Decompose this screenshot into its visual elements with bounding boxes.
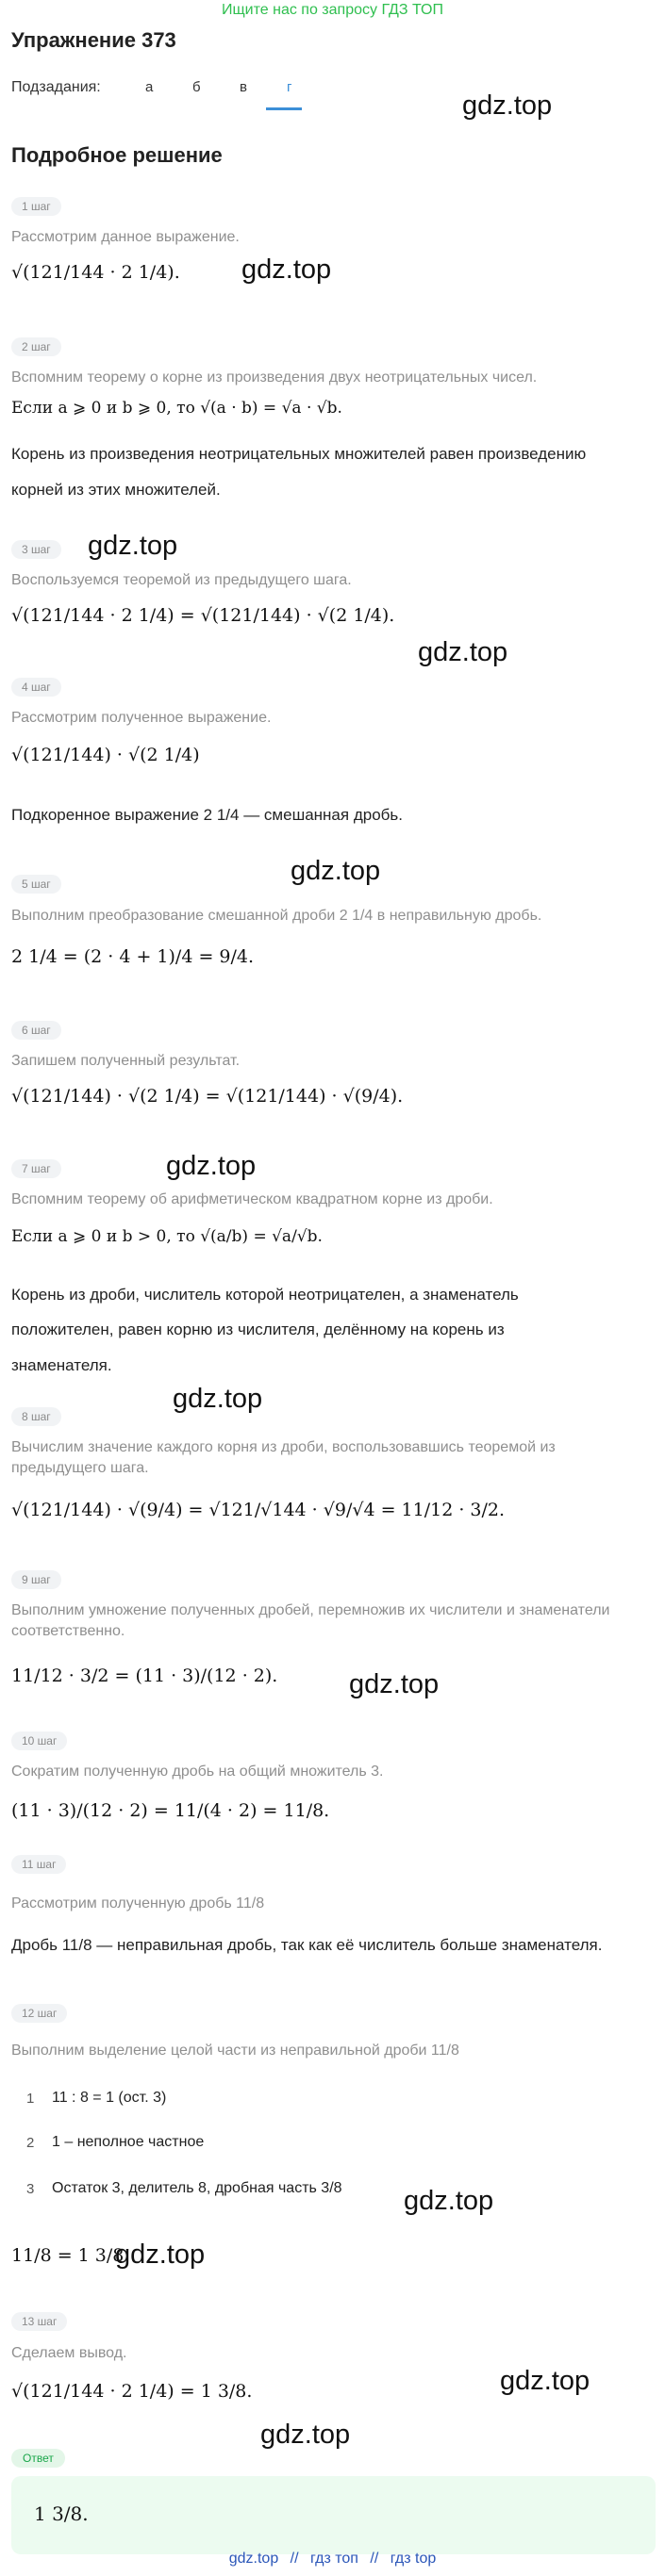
step-badge: 2 шаг: [11, 337, 61, 356]
step-description: Рассмотрим полученную дробь 11/8: [11, 1895, 265, 1911]
step-description: Вычислим значение каждого корня из дроби, воспользовавшись теоремой из: [11, 1439, 556, 1455]
tab-b[interactable]: б: [192, 79, 201, 95]
tab-a[interactable]: а: [145, 79, 154, 95]
step-text: положителен, равен корню из числителя, делённому на корень из: [11, 1321, 505, 1338]
step-description: Выполним умножение полученных дробей, перемножив их числители и знаменатели: [11, 1602, 610, 1618]
list-item: 11 : 8 = 1 (ост. 3): [52, 2090, 167, 2106]
step-badge: 4 шаг: [11, 678, 61, 697]
step-description: Сделаем вывод.: [11, 2345, 127, 2361]
step-badge: 11 шаг: [11, 1855, 66, 1874]
step-formula: √(121/144) · √(2 1/4) = √(121/144) · √(9/4).: [11, 1086, 404, 1107]
answer-value: 1 3/8.: [34, 2502, 89, 2525]
step-formula: √(121/144 · 2 1/4) = 1 3/8.: [11, 2381, 253, 2402]
step-description: Вспомним теорему об арифметическом квадратном корне из дроби.: [11, 1191, 493, 1207]
step-description: Воспользуемся теоремой из предыдущего шага.: [11, 572, 352, 588]
step-formula: 2 1/4 = (2 · 4 + 1)/4 = 9/4.: [11, 946, 255, 967]
step-badge: 6 шаг: [11, 1021, 61, 1040]
footer-links: [0, 2551, 665, 2568]
list-number: 1: [26, 2091, 35, 2107]
step-description: предыдущего шага.: [11, 1460, 149, 1476]
step-description: Выполним преобразование смешанной дроби 2 1/4 в неправильную дробь.: [11, 908, 542, 924]
section-title: Подробное решение: [11, 143, 223, 167]
step-badge: 7 шаг: [11, 1159, 61, 1178]
step-badge: 3 шаг: [11, 540, 61, 559]
answer-badge: Ответ: [11, 2449, 65, 2468]
step-text: Подкоренное выражение 2 1/4 — смешанная дробь.: [11, 806, 403, 824]
step-description: соответственно.: [11, 1623, 125, 1639]
list-item: Остаток 3, делитель 8, дробная часть 3/8: [52, 2180, 342, 2196]
step-badge: 9 шаг: [11, 1570, 61, 1589]
search-banner[interactable]: Ищите нас по запросу ГДЗ ТОП: [222, 2, 443, 18]
theorem-line: Если a ⩾ 0 и b ⩾ 0, то √(a · b) = √a · √b.: [11, 399, 342, 418]
step-formula: (11 · 3)/(12 · 2) = 11/(4 · 2) = 11/8.: [11, 1800, 330, 1821]
step-badge: 13 шаг: [11, 2312, 67, 2331]
watermark: gdz.top: [418, 637, 508, 667]
watermark: gdz.top: [291, 856, 381, 886]
step-formula: 11/8 = 1 3/8: [11, 2245, 125, 2266]
watermark: gdz.top: [349, 1669, 440, 1699]
step-formula: 11/12 · 3/2 = (11 · 3)/(12 · 2).: [11, 1665, 278, 1686]
step-formula: √(121/144 · 2 1/4).: [11, 262, 180, 283]
step-text: Корень из дроби, числитель которой неотрицателен, а знаменатель: [11, 1286, 519, 1304]
footer-separator: //: [370, 2551, 379, 2567]
watermark: gdz.top: [88, 531, 178, 561]
tab-v[interactable]: в: [240, 79, 247, 95]
theorem-line: Если a ⩾ 0 и b > 0, то √(a/b) = √a/√b.: [11, 1227, 323, 1246]
active-tab-indicator: [266, 107, 302, 110]
tab-g[interactable]: г: [287, 79, 292, 95]
step-description: Вспомним теорему о корне из произведения двух неотрицательных чисел.: [11, 369, 538, 386]
step-badge: 10 шаг: [11, 1731, 67, 1750]
step-description: Рассмотрим полученное выражение.: [11, 710, 272, 726]
watermark: gdz.top: [115, 2240, 206, 2270]
footer-link[interactable]: gdz.top: [228, 2551, 279, 2567]
watermark: gdz.top: [404, 2186, 494, 2216]
footer-link[interactable]: гдз top: [390, 2551, 437, 2567]
list-item: 1 – неполное частное: [52, 2134, 205, 2150]
step-formula: √(121/144 · 2 1/4) = √(121/144) · √(2 1/4).: [11, 605, 395, 626]
footer-separator: //: [290, 2551, 299, 2567]
watermark: gdz.top: [166, 1151, 257, 1181]
watermark: gdz.top: [241, 254, 332, 285]
step-badge: 12 шаг: [11, 2004, 67, 2023]
step-badge: 8 шаг: [11, 1407, 61, 1426]
list-number: 2: [26, 2135, 35, 2151]
watermark: gdz.top: [173, 1384, 263, 1414]
watermark: gdz.top: [260, 2420, 351, 2450]
step-text: корней из этих множителей.: [11, 481, 221, 499]
step-text: знаменателя.: [11, 1356, 112, 1374]
step-description: Рассмотрим данное выражение.: [11, 229, 240, 245]
step-description: Запишем полученный результат.: [11, 1053, 241, 1069]
step-formula: √(121/144) · √(9/4) = √121/√144 · √9/√4 = 11/12 · 3/2.: [11, 1500, 506, 1520]
list-number: 3: [26, 2181, 35, 2197]
step-description: Выполним выделение целой части из неправильной дроби 11/8: [11, 2043, 459, 2059]
answer-box: [11, 2476, 656, 2554]
subtasks-label: Подзадания:: [11, 79, 101, 95]
step-text: Дробь 11/8 — неправильная дробь, так как её числитель больше знаменателя.: [11, 1936, 603, 1954]
watermark: gdz.top: [462, 90, 553, 121]
footer-link[interactable]: гдз топ: [310, 2551, 358, 2567]
step-description: Сократим полученную дробь на общий множитель 3.: [11, 1764, 384, 1780]
step-badge: 1 шаг: [11, 197, 61, 216]
page-title: Упражнение 373: [11, 28, 176, 52]
watermark: gdz.top: [500, 2366, 590, 2396]
step-badge: 5 шаг: [11, 875, 61, 894]
step-text: Корень из произведения неотрицательных множителей равен произведению: [11, 445, 587, 463]
step-formula: √(121/144) · √(2 1/4): [11, 745, 200, 765]
